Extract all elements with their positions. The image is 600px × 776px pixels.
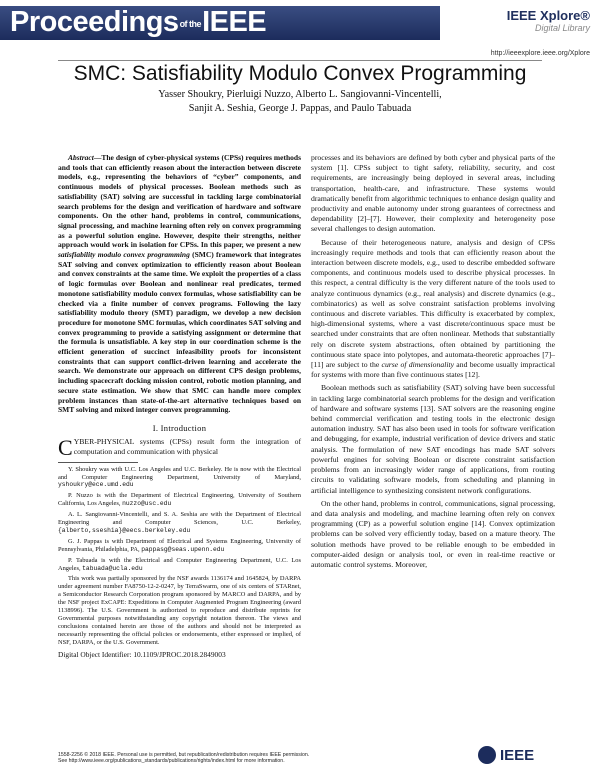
abstract: Abstract—The design of cyber-physical systems (CPSs) requires methods and tools that can efficiently reason about the interaction between discrete models, e.g., representing the behaviors of “cyber” components, and continuous models of physical processes. Boolean methods such as satisfiability (SAT) solving are successful in tackling large combinatorial search problems for the design and verification of hardware and software components. On the other hand, problems in control, communications, signal processing, and machine learning often rely on convex programming as a powerful solution engine. However, despite their strengths, neither approach would work in isolation for CPSs. In this paper, we present a new satisfiability modulo convex programming (SMC) framework that integrates SAT solving and convex optimization to efficiently reason about Boolean and convex constraints at the same time. We exploit the properties of a class of logic formulas over Boolean and nonlinear real predicates, termed monotone satisfiability modulo convex formulas, whose satisfiability can be checked via a finite number of convex programs. Following the lazy satisfiability modulo theory (SMT) paradigm, we develop a new decision procedure for monotone SMC formulas, which coordinates SAT solving and convex programming to provide a satisfying assignment or determine that the formula is unsatisfiable. A key step in our coordination scheme is the efficient generation of succinct infeasibility proofs for inconsistent constraints that can support conflict-driven learning and accelerate the search. We demonstrate our approach on different CPS design problems, including spacecraft docking mission control, robotic motion planning, and secure state estimation. We show that SMC can handle more complex problem instances than state-of-the-art alternative techniques based on SMT solving and mixed integer convex programming.	[58, 153, 301, 415]
footnote-rule	[58, 462, 138, 463]
footnote: Y. Shoukry was with U.C. Los Angeles and U.C. Berkeley. He is now with the Electrical and Computer Engineering Department, University of Maryland, yshoukry@ece.umd.edu	[58, 465, 301, 489]
section-heading-intro: I. Introduction	[152, 422, 207, 433]
footnote: A. L. Sangiovanni-Vincentelli, and S. A. Seshia are with the Department of Electrical Engineering and Computer Sciences, U.C. Berkeley, {alberto,sseshia}@eecs.berkeley.edu	[58, 511, 301, 534]
ieee-logo: IEEE	[478, 746, 556, 766]
footnote: P. Nuzzo is with the Department of Electrical Engineering, University of Southern California, Los Angeles, nuzzo@usc.edu	[58, 492, 301, 508]
left-column	[58, 153, 301, 660]
body-paragraph: processes and its behaviors are defined by both cyber and physical parts of the system [1]. CPSs subject to tight safety, reliability, security, and cost requirements, are increasingly being deployed in several areas, including transportation, health-care, and infrastructure. These systems would dramatically benefit from algorithmic techniques to enhance design quality and productivity and enable autonomy under strong guarantees of correctness and dependability [2]–[7]. However, their complexity and heterogeneity pose several challenges to design automation.	[311, 153, 555, 234]
copyright-footer: 1558-2256 © 2018 IEEE. Personal use is permitted, but republication/redistribution requires IEEE permission. See http://www.ieee.org/publications_standards/publications/rights/index.html for more information.	[58, 752, 310, 765]
funding-footnote: This work was partially sponsored by the NSF awards 1136174 and 1645824, by DARPA under agreement number FA8750-12-2-0247, by TerraSwarm, one of six centers of STARnet, a Semiconductor Research Corporation program sponsored by MARCO and DARPA, and by the NSF project ExCAPE: Expeditions in Computer Augmented Program Engineering (award 1138996). The U.S. Government is authorized to reproduce and distribute reprints for Governmental purposes notwithstanding any copyright notation thereon. The views and conclusions contained herein are those of the authors and should not be interpreted as necessarily representing the official policies or endorsements, either expressed or implied, of NSF, DARPA, or the U.S. Government.	[58, 575, 301, 646]
body-paragraph: On the other hand, problems in control, communications, signal processing, and data analysis and modeling, and machine learning often rely on convex programming (CP) as a powerful solution engine [14]. Convex optimization problems can be solved very efficiently today, based on a mature theory. The solution methods have proved to be reliable enough to be embedded in computer-aided design or analysis tool, or even in real-time reactive or automatic control systems. Moreover,	[311, 498, 555, 569]
doi: Digital Object Identifier: 10.1109/JPROC.2018.2849003	[58, 649, 226, 659]
right-column	[311, 153, 555, 573]
footnote: P. Tabuada is with the Electrical and Computer Engineering Department, U.C. Los Angeles, tabuada@ucla.edu	[58, 556, 301, 572]
body-paragraph: Boolean methods such as satisfiability (SAT) solving have been successful in tackling large combinatorial search problems for the design and verification of hardware and software systems [13]. SAT solvers are the reasoning engine behind commercial verification and testing tools in the electronic design automation industry. SAT has also been used in tools for software verification and debugging, for example, industrial verification of device drivers and static analysis. The formulation of new SAT encodings has made SAT solvers powerful engines for solving Boolean or discrete constraint satisfaction problems from an increasingly wider range of applications, from routing circuits to validating software models, from scheduling and planning in artificial intelligence to synthesizing consistent network configurations.	[311, 383, 555, 495]
intro-paragraph: CYBER-PHYSICAL systems (CPSs) result form the integration of computation and communication with physical	[58, 435, 301, 461]
footnote: G. J. Pappas is with Department of Electrical and Systems Engineering, University of Pennsylvania, Philadelphia, PA, pappasg@seas.upenn.edu	[58, 537, 301, 553]
body-paragraph: Because of their heterogeneous nature, analysis and design of CPSs increasingly require methods and tools that can efficiently reason about the interaction between discrete models, e.g., used to describe embedded software components, and continuous models used to describe physical processes. In this respect, a central difficulty is the very different nature of the tools used to analyze continuous dynamics (e.g., real analysis) and discrete dynamics (e.g., combinatorics) as well as solve constraint satisfaction problems involving continuous and discrete variables. This difficulty is exacerbated by complex, high-dimensional systems, where a vast discrete/continuous space must be searched under constraints that are often nonlinear. Methods that substantially rely on discrete system abstractions, often obtained by partitioning the continuous state space into polytopes, and automata-theoretic approaches [7]–[11] are subject to the curse of dimensionality and become usually impractical for systems with more than five continuous states [12].	[311, 237, 555, 380]
xplore-url[interactable]: http://ieeexplore.ieee.org/Xplore	[490, 50, 590, 57]
author-list: Yasser Shoukry, Pierluigi Nuzzo, Alberto L. Sangiovanni-Vincentelli, Sanjit A. Seshia, George J. Pappas, and Paulo Tabuada	[158, 89, 442, 114]
journal-banner	[0, 0, 600, 48]
header-rule	[58, 60, 542, 61]
paper-title: SMC: Satisfiability Modulo Convex Programming	[73, 62, 527, 85]
drop-cap: C	[58, 435, 73, 461]
xplore-logo: IEEE Xplore® Digital Library	[506, 8, 590, 33]
journal-title: Proceedingsof theIEEE	[10, 6, 267, 38]
ieee-badge-icon	[478, 746, 496, 764]
